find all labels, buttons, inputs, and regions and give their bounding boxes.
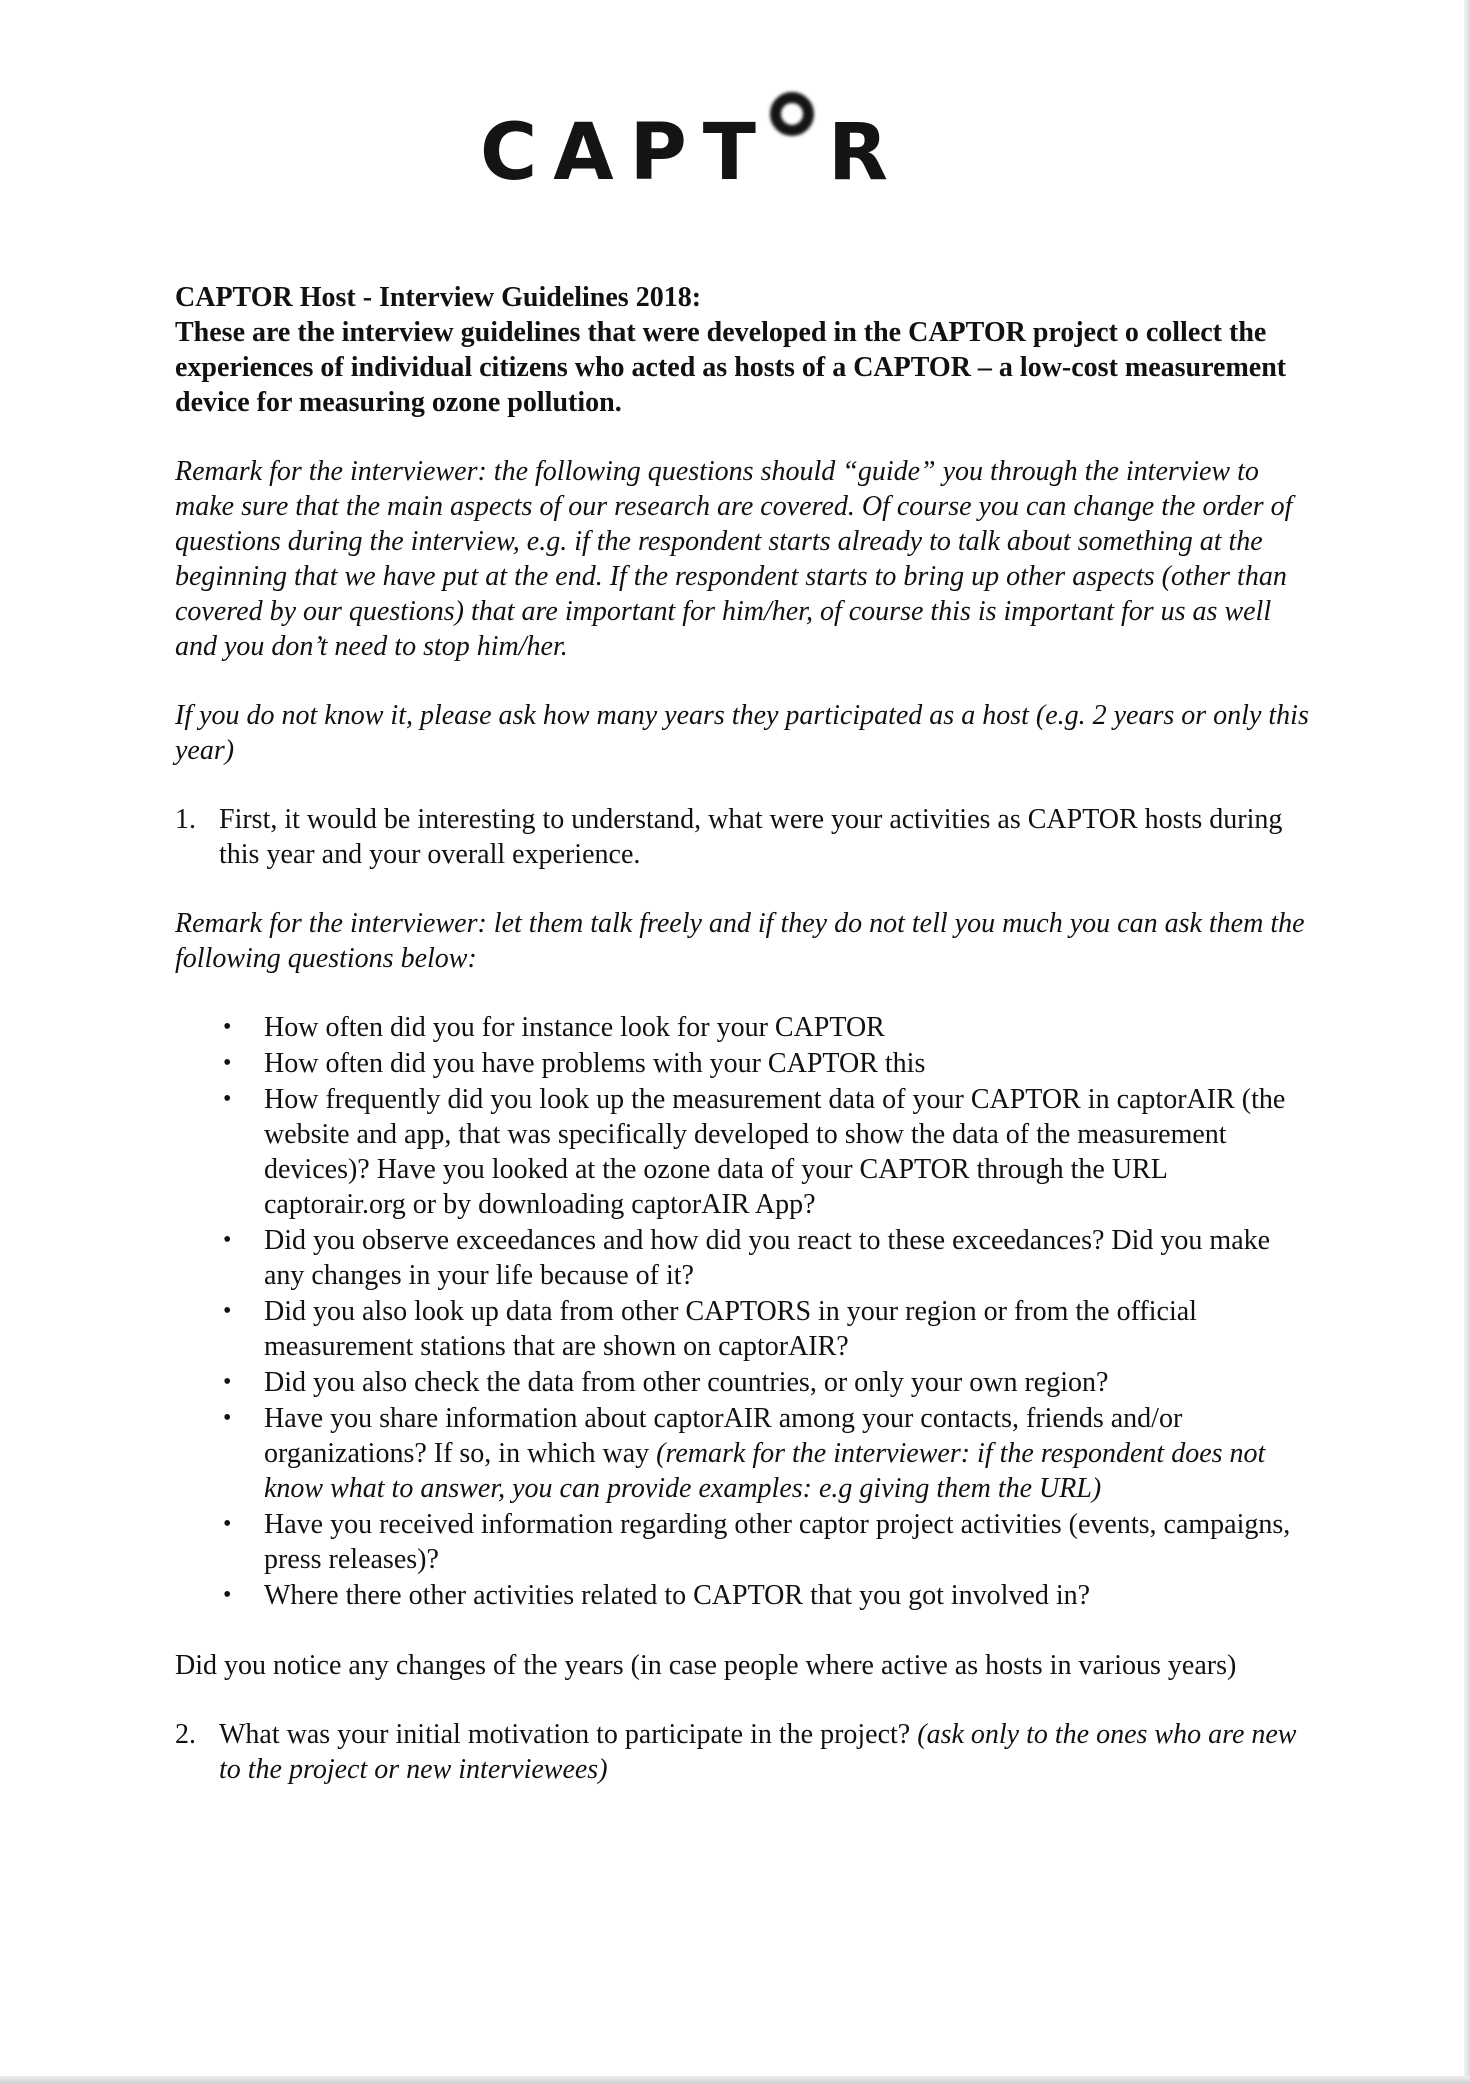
- list-item: • Did you also check the data from other countries, or only your own region?: [223, 1367, 1109, 1398]
- question-1: [175, 802, 1310, 872]
- bullet-icon: •: [223, 1014, 232, 1040]
- list-item: • How frequently did you look up the measurement data of your CAPTOR in captorAIR (the website and app, that was specifically developed to show the data of the measurement devices)? Have you looked at the ozone data of your CAPTOR through the URL captorair.org or by downloading captorAIR App?: [223, 1084, 1286, 1220]
- interviewer-remark-guide: Remark for the interviewer: the following questions should “guide” you through the interview to make sure that the main aspects of our research are covered. Of course you can change the order of questions during the interview, e.g. if the respondent starts already to talk about something at the beginning that we have put at the end. If the respondent starts to bring up other aspects (other than covered by our questions) that are important for him/her, of course this is important for us as well and you don’t need to stop him/her.: [175, 456, 1293, 662]
- list-item: • How often did you for instance look for your CAPTOR: [223, 1012, 885, 1043]
- bullet-icon: •: [223, 1227, 232, 1253]
- list-item: • Have you share information about captorAIR among your contacts, friends and/or organizations? If so, in which way (remark for the interviewer: if the respondent does not know what to answer, you can provide examples: e.g giving them the URL): [223, 1403, 1266, 1504]
- bullet-icon: •: [223, 1405, 232, 1431]
- bullet-icon: •: [223, 1298, 232, 1324]
- captor-logo: [480, 92, 905, 198]
- interviewer-inline-remark: (remark for the interviewer: if the respondent does not know what to answer, you can provide examples: e.g giving them the URL): [264, 1438, 1266, 1504]
- question-2-remark: (ask only to the ones who are new to the project or new interviewees): [219, 1719, 1297, 1785]
- question-1-number: 1.: [175, 804, 196, 835]
- interviewer-remark-years: If you do not know it, please ask how many years they participated as a host (e.g. 2 years or only this year): [175, 700, 1309, 766]
- bullet-icon: •: [223, 1086, 232, 1112]
- document-title: CAPTOR Host - Interview Guidelines 2018:: [175, 282, 702, 313]
- question-2: [175, 1717, 1310, 1787]
- document-intro: These are the interview guidelines that were developed in the CAPTOR project o collect the experiences of individual citizens who acted as hosts of a CAPTOR – a low-cost measurement device for measuring ozone pollution.: [175, 317, 1287, 418]
- bullet-icon: •: [223, 1050, 232, 1076]
- question-1-text: First, it would be interesting to understand, what were your activities as CAPTOR hosts during this year and your overall experience.: [219, 804, 1283, 870]
- question-2-text: What was your initial motivation to participate in the project?: [219, 1719, 918, 1750]
- question-2-number: 2.: [175, 1719, 196, 1750]
- logo-ring-icon: [770, 92, 814, 136]
- list-item: • Where there other activities related to CAPTOR that you got involved in?: [223, 1580, 1091, 1611]
- document-body: [175, 280, 1310, 1787]
- list-item: • Did you also look up data from other CAPTORS in your region or from the official measurement stations that are shown on captorAIR?: [223, 1296, 1197, 1362]
- list-item: • Have you received information regarding other captor project activities (events, campaigns, press releases)?: [223, 1509, 1291, 1575]
- bullet-icon: •: [223, 1369, 232, 1395]
- interviewer-remark-follow-up: Remark for the interviewer: let them talk freely and if they do not tell you much you can ask them the following questions below:: [175, 908, 1305, 974]
- logo-text-start: CAPT: [480, 108, 772, 198]
- bullet-icon: •: [223, 1582, 232, 1608]
- logo-text-end: R: [827, 108, 905, 198]
- page-right-shadow: [1464, 0, 1470, 2084]
- list-item: • How often did you have problems with your CAPTOR this: [223, 1048, 926, 1079]
- list-item: • Did you observe exceedances and how did you react to these exceedances? Did you make any changes in your life because of it?: [223, 1225, 1271, 1291]
- follow-up-question-list: [175, 1010, 1310, 1613]
- follow-up-question: Did you notice any changes of the years (in case people where active as hosts in various years): [175, 1650, 1237, 1681]
- bullet-icon: •: [223, 1511, 232, 1537]
- page-bottom-shadow: [0, 2076, 1470, 2084]
